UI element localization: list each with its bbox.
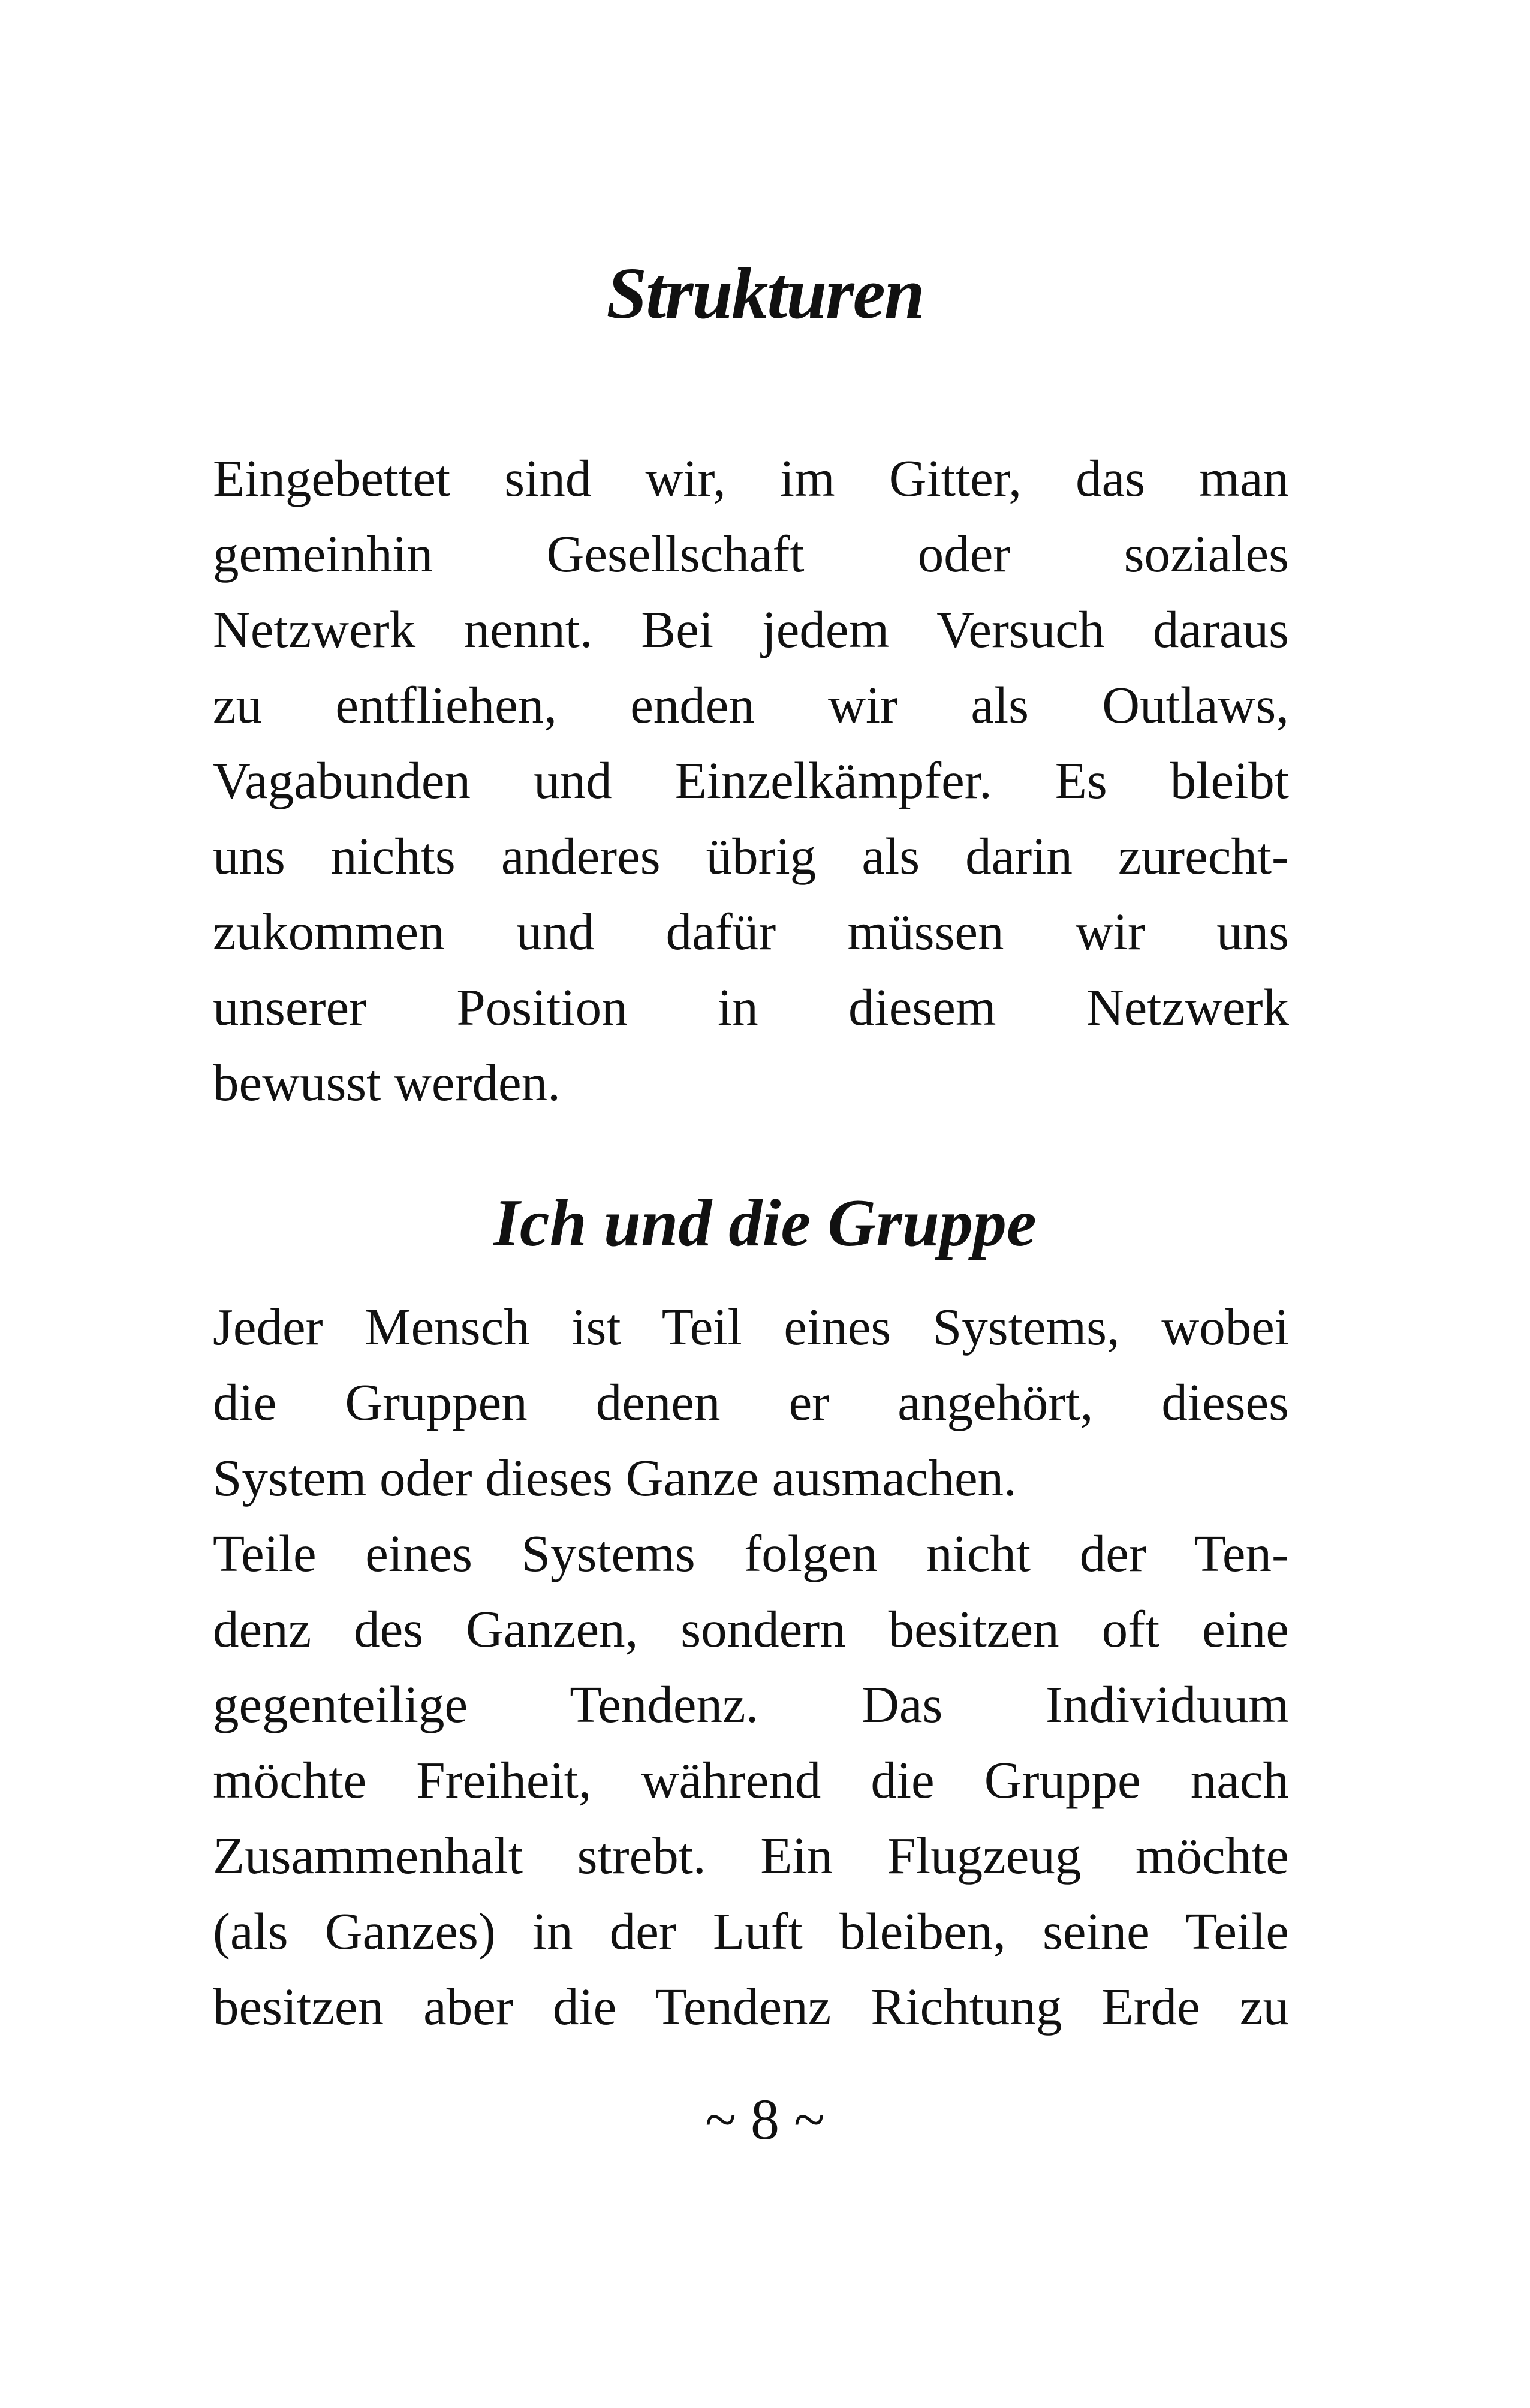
section-title: Ich und die Gruppe — [493, 1186, 1037, 1260]
section-paragraph-2 — [213, 1516, 1289, 2045]
text-line: zu entfliehen, enden wir als Outlaws, — [213, 676, 1289, 734]
text-line: besitzen aber die Tendenz Richtung Erde zu — [213, 1977, 1289, 2036]
text-line: Teile eines Systems folgen nicht der Ten- — [213, 1524, 1289, 1582]
page-number: ~ 8 ~ — [705, 2087, 825, 2151]
text-line: System oder dieses Ganze ausmachen. — [213, 1449, 1017, 1507]
text-line: unserer Position in diesem Netzwerk — [213, 978, 1289, 1036]
text-line: Eingebettet sind wir, im Gitter, das man — [213, 449, 1289, 507]
text-line: Zusammenhalt strebt. Ein Flugzeug möchte — [213, 1826, 1289, 1885]
text-line: die Gruppen denen er angehört, dieses — [213, 1373, 1289, 1431]
text-line: Jeder Mensch ist Teil eines Systems, wobei — [213, 1298, 1289, 1356]
text-line: möchte Freiheit, während die Gruppe nach — [213, 1751, 1289, 1809]
text-line: Netzwerk nennt. Bei jedem Versuch daraus — [213, 600, 1289, 658]
text-line: bewusst werden. — [213, 1054, 561, 1112]
intro-paragraph — [213, 441, 1289, 1121]
text-line: zukommen und dafür müssen wir uns — [213, 902, 1289, 961]
text-line: denz des Ganzen, sondern besitzen oft eine — [213, 1600, 1289, 1658]
text-line: Vagabunden und Einzelkämpfer. Es bleibt — [213, 751, 1289, 809]
text-line: gemeinhin Gesellschaft oder soziales — [213, 525, 1289, 583]
text-line: gegenteilige Tendenz. Das Individuum — [213, 1675, 1289, 1733]
text-line: (als Ganzes) in der Luft bleiben, seine Teile — [213, 1902, 1289, 1960]
chapter-title: Strukturen — [606, 253, 924, 334]
section-paragraph-1 — [213, 1289, 1289, 1516]
text-line: uns nichts anderes übrig als darin zurecht- — [213, 827, 1289, 885]
